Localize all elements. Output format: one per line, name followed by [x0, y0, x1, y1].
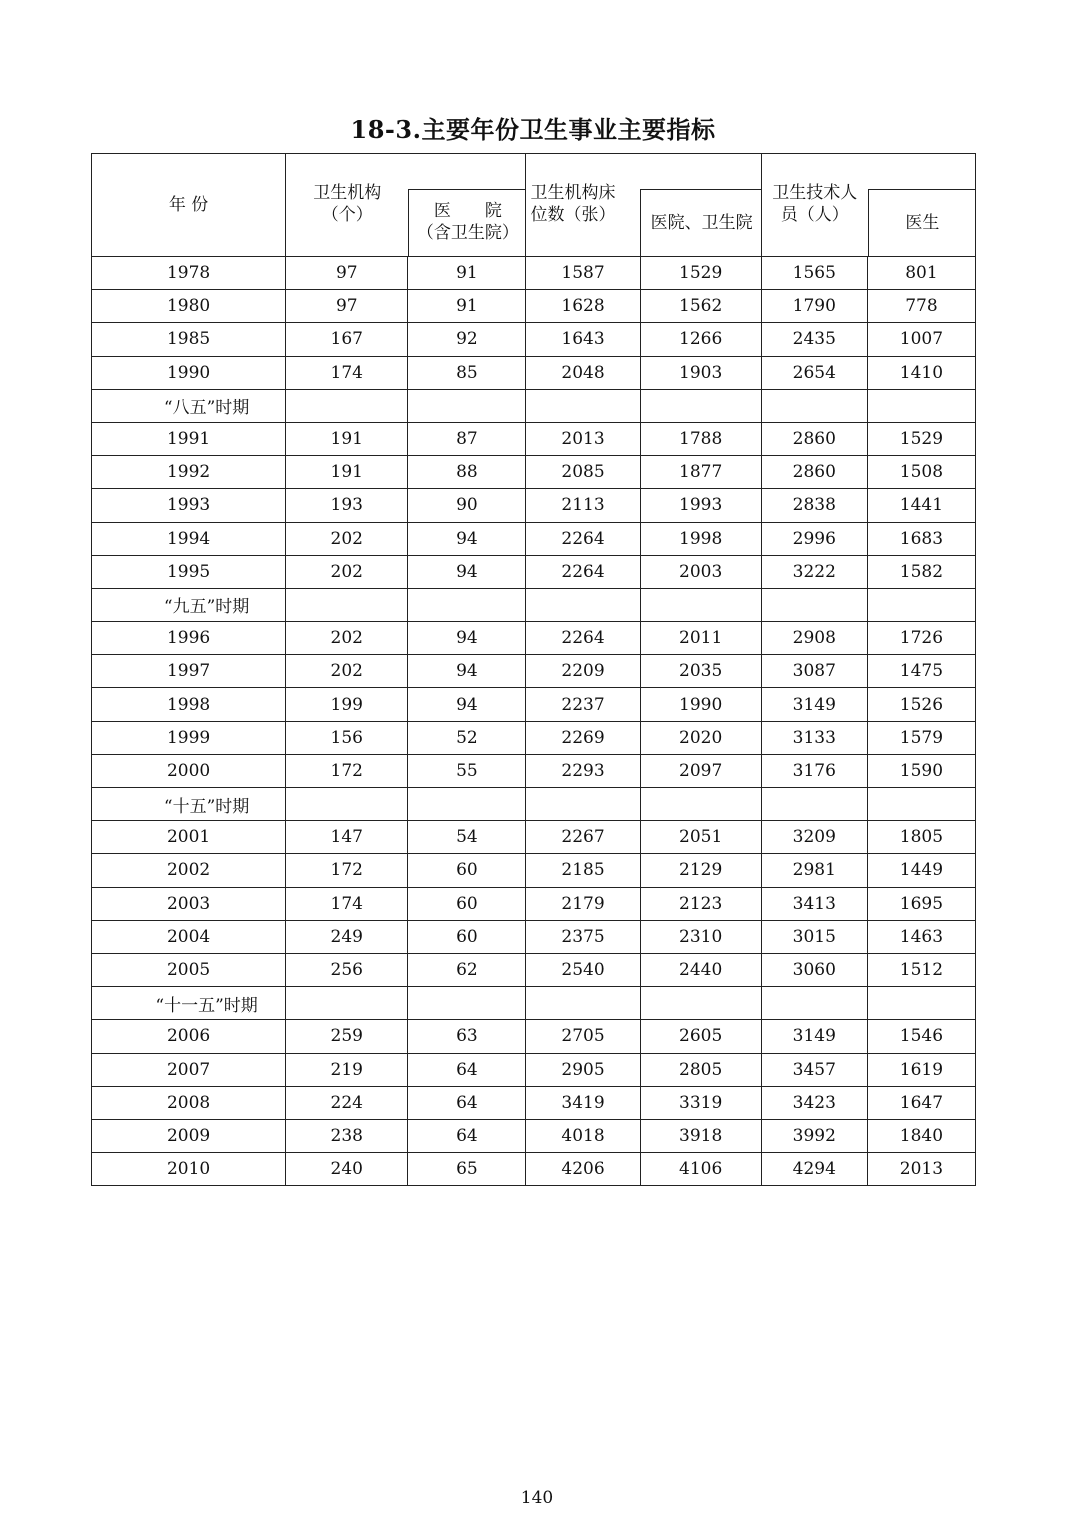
period-row — [92, 788, 976, 821]
table-cell: 1526 — [867, 688, 975, 721]
empty-cell — [761, 987, 867, 1020]
table-row — [92, 1119, 976, 1152]
header-tech-group: 卫生技术人 员（人） 医生 — [761, 154, 975, 257]
table-cell: 202 — [286, 622, 408, 655]
table-cell: 1790 — [761, 290, 867, 323]
table-cell: 1998 — [640, 522, 761, 555]
table-cell: 2013 — [867, 1153, 975, 1186]
table-row — [92, 953, 976, 986]
table-cell: 1805 — [867, 821, 975, 854]
table-cell: 1991 — [92, 422, 286, 455]
table-cell: 87 — [408, 422, 526, 455]
table-cell: 2805 — [640, 1053, 761, 1086]
table-cell: 2705 — [526, 1020, 640, 1053]
table-cell: 1647 — [867, 1086, 975, 1119]
table-cell: 1562 — [640, 290, 761, 323]
table-cell: 90 — [408, 489, 526, 522]
table-cell: 1996 — [92, 622, 286, 655]
table-cell: 259 — [286, 1020, 408, 1053]
table-cell: 3457 — [761, 1053, 867, 1086]
table-cell: 92 — [408, 323, 526, 356]
table-cell: 1508 — [867, 456, 975, 489]
table-cell: 60 — [408, 887, 526, 920]
empty-cell — [408, 389, 526, 422]
table-cell: 172 — [286, 754, 408, 787]
table-cell: 3918 — [640, 1119, 761, 1152]
table-cell: 94 — [408, 655, 526, 688]
table-cell: 60 — [408, 854, 526, 887]
table-cell: 1992 — [92, 456, 286, 489]
table-cell: 4206 — [526, 1153, 640, 1186]
header-hospitals: 医 院 （含卫生院） — [408, 189, 526, 257]
header-doctors: 医生 — [868, 189, 976, 257]
table-cell: 2264 — [526, 622, 640, 655]
table-cell: 3222 — [761, 555, 867, 588]
table-row — [92, 920, 976, 953]
table-cell: 1683 — [867, 522, 975, 555]
table-cell: 2981 — [761, 854, 867, 887]
table-cell: 2129 — [640, 854, 761, 887]
table-cell: 2020 — [640, 721, 761, 754]
table-cell: 2003 — [640, 555, 761, 588]
table-row — [92, 1020, 976, 1053]
table-cell: 202 — [286, 555, 408, 588]
table-cell: 1628 — [526, 290, 640, 323]
table-row — [92, 754, 976, 787]
table-cell: 1529 — [867, 422, 975, 455]
table-cell: 85 — [408, 356, 526, 389]
empty-cell — [867, 987, 975, 1020]
empty-cell — [286, 788, 408, 821]
table-cell: 156 — [286, 721, 408, 754]
header-hospital-beds: 医院、卫生院 — [640, 189, 761, 257]
empty-cell — [286, 588, 408, 621]
table-cell: 1726 — [867, 622, 975, 655]
table-cell: 1993 — [92, 489, 286, 522]
empty-cell — [526, 588, 640, 621]
empty-cell — [761, 788, 867, 821]
table-cell: 2085 — [526, 456, 640, 489]
table-cell: 2209 — [526, 655, 640, 688]
table-cell: 2035 — [640, 655, 761, 688]
table-row — [92, 854, 976, 887]
table-cell: 193 — [286, 489, 408, 522]
table-row — [92, 555, 976, 588]
header-beds-group: 卫生机构床 位数（张） 医院、卫生院 — [526, 154, 761, 257]
table-cell: 2097 — [640, 754, 761, 787]
empty-cell — [761, 588, 867, 621]
empty-cell — [761, 389, 867, 422]
table-cell: 63 — [408, 1020, 526, 1053]
table-cell: 2179 — [526, 887, 640, 920]
table-cell: 52 — [408, 721, 526, 754]
table-cell: 2860 — [761, 422, 867, 455]
table-row — [92, 323, 976, 356]
table-cell: 202 — [286, 655, 408, 688]
table-cell: 2008 — [92, 1086, 286, 1119]
table-cell: 4106 — [640, 1153, 761, 1186]
period-label: “十五”时期 — [92, 788, 286, 821]
table-cell: 2009 — [92, 1119, 286, 1152]
table-cell: 1990 — [92, 356, 286, 389]
table-header-row — [92, 154, 976, 257]
table-cell: 219 — [286, 1053, 408, 1086]
table-cell: 2435 — [761, 323, 867, 356]
table-cell: 1587 — [526, 257, 640, 290]
table-cell: 174 — [286, 887, 408, 920]
empty-cell — [286, 987, 408, 1020]
table-cell: 1788 — [640, 422, 761, 455]
empty-cell — [526, 389, 640, 422]
table-cell: 2996 — [761, 522, 867, 555]
empty-cell — [408, 788, 526, 821]
table-cell: 224 — [286, 1086, 408, 1119]
table-cell: 1449 — [867, 854, 975, 887]
table-cell: 174 — [286, 356, 408, 389]
table-cell: 3992 — [761, 1119, 867, 1152]
table-cell: 3149 — [761, 1020, 867, 1053]
table-cell: 94 — [408, 522, 526, 555]
table-cell: 64 — [408, 1053, 526, 1086]
table-cell: 1546 — [867, 1020, 975, 1053]
table-cell: 1512 — [867, 953, 975, 986]
table-cell: 167 — [286, 323, 408, 356]
period-row — [92, 389, 976, 422]
table-cell: 1441 — [867, 489, 975, 522]
table-cell: 2006 — [92, 1020, 286, 1053]
table-cell: 1643 — [526, 323, 640, 356]
table-body — [92, 257, 976, 1186]
table-cell: 97 — [286, 257, 408, 290]
table-cell: 2440 — [640, 953, 761, 986]
table-cell: 240 — [286, 1153, 408, 1186]
table-cell: 55 — [408, 754, 526, 787]
table-cell: 3060 — [761, 953, 867, 986]
table-cell: 2540 — [526, 953, 640, 986]
table-cell: 2605 — [640, 1020, 761, 1053]
period-row — [92, 588, 976, 621]
table-title: 18-3.主要年份卫生事业主要指标 — [350, 115, 716, 144]
table-cell: 1007 — [867, 323, 975, 356]
table-cell: 3413 — [761, 887, 867, 920]
table-row — [92, 522, 976, 555]
table-row — [92, 655, 976, 688]
table-cell: 2908 — [761, 622, 867, 655]
table-cell: 1903 — [640, 356, 761, 389]
table-cell: 2113 — [526, 489, 640, 522]
empty-cell — [640, 987, 761, 1020]
table-cell: 801 — [867, 257, 975, 290]
table-cell: 2838 — [761, 489, 867, 522]
table-cell: 2002 — [92, 854, 286, 887]
table-cell: 2010 — [92, 1153, 286, 1186]
table-cell: 1463 — [867, 920, 975, 953]
table-row — [92, 356, 976, 389]
table-row — [92, 887, 976, 920]
table-cell: 2005 — [92, 953, 286, 986]
table-cell: 64 — [408, 1119, 526, 1152]
table-cell: 2000 — [92, 754, 286, 787]
table-cell: 2293 — [526, 754, 640, 787]
header-year: 年 份 — [92, 154, 286, 257]
table-cell: 3423 — [761, 1086, 867, 1119]
table-row — [92, 422, 976, 455]
empty-cell — [408, 987, 526, 1020]
header-tech-staff: 卫生技术人 — [772, 183, 858, 203]
table-row — [92, 1086, 976, 1119]
table-row — [92, 688, 976, 721]
table-cell: 2013 — [526, 422, 640, 455]
table-cell: 1619 — [867, 1053, 975, 1086]
table-cell: 3319 — [640, 1086, 761, 1119]
table-cell: 4018 — [526, 1119, 640, 1152]
table-cell: 3209 — [761, 821, 867, 854]
table-cell: 1475 — [867, 655, 975, 688]
table-cell: 94 — [408, 688, 526, 721]
period-label: “八五”时期 — [92, 389, 286, 422]
table-cell: 60 — [408, 920, 526, 953]
header-institutions-group — [286, 154, 526, 257]
table-cell: 256 — [286, 953, 408, 986]
table-cell: 1582 — [867, 555, 975, 588]
table-cell: 1529 — [640, 257, 761, 290]
table-cell: 1980 — [92, 290, 286, 323]
empty-cell — [867, 788, 975, 821]
table-cell: 3176 — [761, 754, 867, 787]
table-cell: 1877 — [640, 456, 761, 489]
header-institutions: 卫生机构 — [313, 183, 382, 203]
table-cell: 191 — [286, 422, 408, 455]
table-cell: 91 — [408, 257, 526, 290]
table-cell: 199 — [286, 688, 408, 721]
table-cell: 1840 — [867, 1119, 975, 1152]
table-cell: 2375 — [526, 920, 640, 953]
table-row — [92, 1153, 976, 1186]
table-cell: 1990 — [640, 688, 761, 721]
table-cell: 65 — [408, 1153, 526, 1186]
table-cell: 1995 — [92, 555, 286, 588]
table-cell: 238 — [286, 1119, 408, 1152]
table-cell: 2264 — [526, 522, 640, 555]
table-cell: 2001 — [92, 821, 286, 854]
table-cell: 3133 — [761, 721, 867, 754]
empty-cell — [408, 588, 526, 621]
table-row — [92, 456, 976, 489]
header-beds: 卫生机构床 — [530, 183, 616, 203]
empty-cell — [640, 788, 761, 821]
table-row — [92, 489, 976, 522]
table-cell: 3087 — [761, 655, 867, 688]
table-cell: 2123 — [640, 887, 761, 920]
page-number: 140 — [520, 1488, 554, 1508]
table-cell: 62 — [408, 953, 526, 986]
table-cell: 2003 — [92, 887, 286, 920]
table-cell: 1994 — [92, 522, 286, 555]
period-row — [92, 987, 976, 1020]
period-label: “十一五”时期 — [92, 987, 286, 1020]
table-cell: 2269 — [526, 721, 640, 754]
table-cell: 1579 — [867, 721, 975, 754]
empty-cell — [867, 389, 975, 422]
table-cell: 1410 — [867, 356, 975, 389]
table-cell: 4294 — [761, 1153, 867, 1186]
table-cell: 2048 — [526, 356, 640, 389]
table-row — [92, 721, 976, 754]
table-cell: 1997 — [92, 655, 286, 688]
health-indicators-table — [91, 153, 976, 1186]
table-cell: 3015 — [761, 920, 867, 953]
table-cell: 2051 — [640, 821, 761, 854]
table-cell: 97 — [286, 290, 408, 323]
table-cell: 2860 — [761, 456, 867, 489]
table-cell: 2654 — [761, 356, 867, 389]
table-row — [92, 622, 976, 655]
table-row — [92, 257, 976, 290]
table-cell: 778 — [867, 290, 975, 323]
table-row — [92, 290, 976, 323]
table-cell: 2011 — [640, 622, 761, 655]
table-cell: 1695 — [867, 887, 975, 920]
table-row — [92, 1053, 976, 1086]
table-cell: 1590 — [867, 754, 975, 787]
header-institutions-unit: （个） — [321, 205, 373, 225]
table-cell: 3149 — [761, 688, 867, 721]
table-cell: 1993 — [640, 489, 761, 522]
table-cell: 147 — [286, 821, 408, 854]
table-cell: 1985 — [92, 323, 286, 356]
table-cell: 2905 — [526, 1053, 640, 1086]
table-cell: 172 — [286, 854, 408, 887]
period-label: “九五”时期 — [92, 588, 286, 621]
table-cell: 202 — [286, 522, 408, 555]
table-cell: 2267 — [526, 821, 640, 854]
table-cell: 88 — [408, 456, 526, 489]
table-cell: 94 — [408, 555, 526, 588]
table-cell: 1999 — [92, 721, 286, 754]
empty-cell — [286, 389, 408, 422]
table-cell: 2185 — [526, 854, 640, 887]
table-cell: 249 — [286, 920, 408, 953]
empty-cell — [640, 588, 761, 621]
table-cell: 1998 — [92, 688, 286, 721]
table-cell: 94 — [408, 622, 526, 655]
table-cell: 54 — [408, 821, 526, 854]
table-cell: 1565 — [761, 257, 867, 290]
table-cell: 64 — [408, 1086, 526, 1119]
table-cell: 2004 — [92, 920, 286, 953]
table-cell: 1978 — [92, 257, 286, 290]
table-cell: 91 — [408, 290, 526, 323]
table-cell: 1266 — [640, 323, 761, 356]
empty-cell — [640, 389, 761, 422]
table-cell: 2007 — [92, 1053, 286, 1086]
table-cell: 2237 — [526, 688, 640, 721]
table-cell: 2310 — [640, 920, 761, 953]
empty-cell — [526, 987, 640, 1020]
table-cell: 191 — [286, 456, 408, 489]
empty-cell — [526, 788, 640, 821]
table-row — [92, 821, 976, 854]
table-cell: 3419 — [526, 1086, 640, 1119]
empty-cell — [867, 588, 975, 621]
table-cell: 2264 — [526, 555, 640, 588]
